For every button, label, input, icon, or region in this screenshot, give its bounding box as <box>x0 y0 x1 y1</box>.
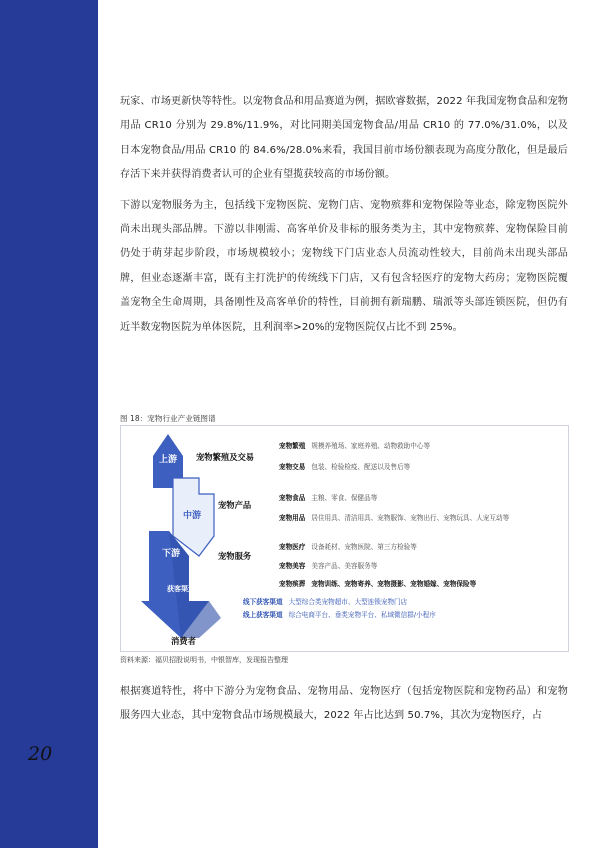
body-text-continued <box>120 680 568 729</box>
paragraph-1: 玩家、市场更新快等特性。以宠物食品和用品赛道为例，据欧睿数据，2022 年我国宠物食品和宠物用品 CR10 分别为 29.8%/11.9%，对比同期美国宠物食品/用品 CR10 的 77.0%/31.0%，以及日本宠物食品/用品 CR10 的 84.6%/28.0%来看，我国目前市场份额表现为高度分散化，但是最后存活下来并获得消费者认可的企业有望揽获较高的市场份额。 <box>120 96 568 181</box>
row-value: 主粮、零食、保健品等 <box>311 494 378 502</box>
side-band <box>0 0 98 848</box>
arrow-label-channel: 获客渠道 <box>167 585 195 593</box>
row-trade <box>279 461 410 471</box>
row-key: 线上获客渠道 <box>243 611 283 619</box>
row-value: 大型综合类宠物超市、大型连锁宠物门店 <box>288 598 408 606</box>
row-key: 宠物交易 <box>279 463 306 471</box>
stage-products: 宠物产品 <box>218 500 252 510</box>
page-number: 20 <box>28 743 53 765</box>
row-value: 居住用具、清洁用具、宠物服饰、宠物出行、宠物玩具、人宠互动等 <box>311 514 510 522</box>
row-key: 宠物用品 <box>279 514 306 522</box>
arrow-label-down-1: 下游 <box>161 549 181 559</box>
row-food <box>279 492 377 502</box>
stage-consumer: 消费者 <box>171 636 196 646</box>
row-value: 包装、检验检疫、配送以及售后等 <box>311 463 411 471</box>
row-value: 综合电商平台、垂类宠物平台、私域微信群/小程序 <box>288 611 436 619</box>
figure-caption: 图 18：宠物行业产业链图谱 <box>120 414 216 423</box>
row-online-channel <box>243 609 436 619</box>
row-key: 宠物繁殖 <box>279 442 306 450</box>
row-value: 规模养殖场、家庭养殖、动物救助中心等 <box>311 442 431 450</box>
row-supplies <box>279 512 509 522</box>
arrow-label-up-1: 上游 <box>158 455 178 465</box>
row-value: 设备耗材、宠物医院、第三方检验等 <box>311 543 417 551</box>
row-key: 线下获客渠道 <box>243 598 283 606</box>
arrow-label-mid-1: 中游 <box>182 511 202 521</box>
row-offline-channel <box>243 596 407 606</box>
row-breeding <box>279 440 430 450</box>
stage-breeding: 宠物繁殖及交易 <box>196 452 255 462</box>
row-key: 宠物美容 <box>279 562 306 570</box>
figure-source: 资料来源：福贝招股说明书，中银智库，发现报告整理 <box>120 656 288 664</box>
row-grooming <box>279 560 377 570</box>
industry-chain-diagram <box>120 425 569 652</box>
stage-services: 宠物服务 <box>218 551 252 561</box>
body-text <box>120 90 568 340</box>
row-value: 宠物训练、宠物寄养、宠物摄影、宠物婚嫁、宠物保险等 <box>311 580 477 588</box>
paragraph-3: 根据赛道特性，将中下游分为宠物食品、宠物用品、宠物医疗（包括宠物医院和宠物药品）和宠物服务四大业态，其中宠物食品市场规模最大，2022 年占比达到 50.7%，其次为宠物医疗，占 <box>120 686 568 722</box>
paragraph-2: 下游以宠物服务为主，包括线下宠物医院、宠物门店、宠物殡葬和宠物保险等业态，除宠物医院外尚未出现头部品牌。下游以非刚需、高客单价及非标的服务类为主，其中宠物殡葬、宠物保险目前仍处于萌芽起步阶段，市场规模较小；宠物线下门店业态人员流动性较大，目前尚未出现头部品牌，但业态逐渐丰富，既有主打洗护的传统线下门店，又有包含轻医疗的宠物大药房；宠物医院覆盖宠物全生命周期，具备刚性及高客单价的特性，目前拥有新瑞鹏、瑞派等头部连锁医院，但仍有近半数宠物医院为单体医院，且利润率>20%的宠物医院仅占比不到 25%。 <box>120 199 568 333</box>
row-key: 宠物食品 <box>279 494 306 502</box>
row-medical <box>279 541 417 551</box>
row-other-services <box>279 578 476 588</box>
row-value: 美容产品、美容服务等 <box>311 562 378 570</box>
row-key: 宠物殡葬 <box>279 580 306 588</box>
row-key: 宠物医疗 <box>279 543 306 551</box>
